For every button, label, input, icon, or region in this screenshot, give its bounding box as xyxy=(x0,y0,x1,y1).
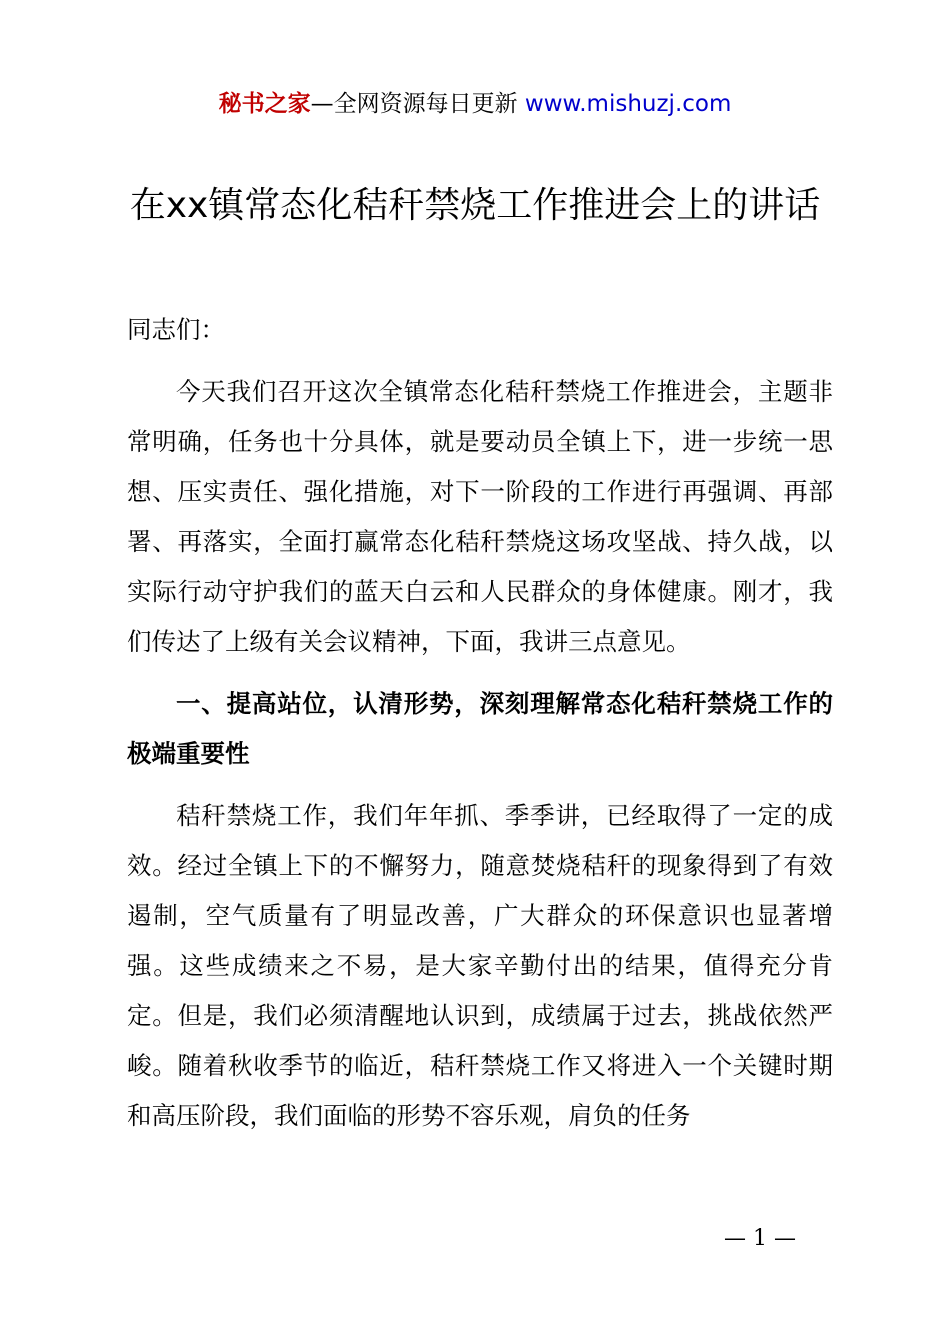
site-url-link[interactable]: www.mishuzj.com xyxy=(524,91,732,117)
section-heading: 一、提高站位，认清形势，深刻理解常态化秸秆禁烧工作的极端重要性 xyxy=(127,689,833,768)
document-title: 在xx镇常态化秸秆禁烧工作推进会上的讲话 xyxy=(129,185,821,226)
brand-name: 秘书之家 xyxy=(218,91,311,117)
document-body xyxy=(127,305,833,1153)
body-paragraph: 秸秆禁烧工作，我们年年抓、季季讲，已经取得了一定的成效。经过全镇上下的不懈努力，随意焚烧秸秆的现象得到了有效遏制，空气质量有了明显改善，广大群众的环保意识也显著增强。这些成绩来之不易，是大家辛勤付出的结果，值得充分肯定。但是，我们必须清醒地认识到，成绩属于过去，挑战依然严峻。随着秋收季节的临近，秸秆禁烧工作又将进入一个关键时期和高压阶段，我们面临的形势不容乐观，肩负的任务 xyxy=(127,801,833,1130)
body-paragraph: 今天我们召开这次全镇常态化秸秆禁烧工作推进会，主题非常明确，任务也十分具体，就是要动员全镇上下，进一步统一思想、压实责任、强化措施，对下一阶段的工作进行再强调、再部署、再落实，全面打赢常态化秸秆禁烧这场攻坚战、持久战，以实际行动守护我们的蓝天白云和人民群众的身体健康。刚才，我们传达了上级有关会议精神，下面，我讲三点意见。 xyxy=(127,377,833,656)
site-header xyxy=(0,88,950,120)
page-number: — 1 — xyxy=(724,1226,796,1251)
header-tagline: —全网资源每日更新 xyxy=(310,91,518,117)
salutation: 同志们： xyxy=(127,315,225,344)
